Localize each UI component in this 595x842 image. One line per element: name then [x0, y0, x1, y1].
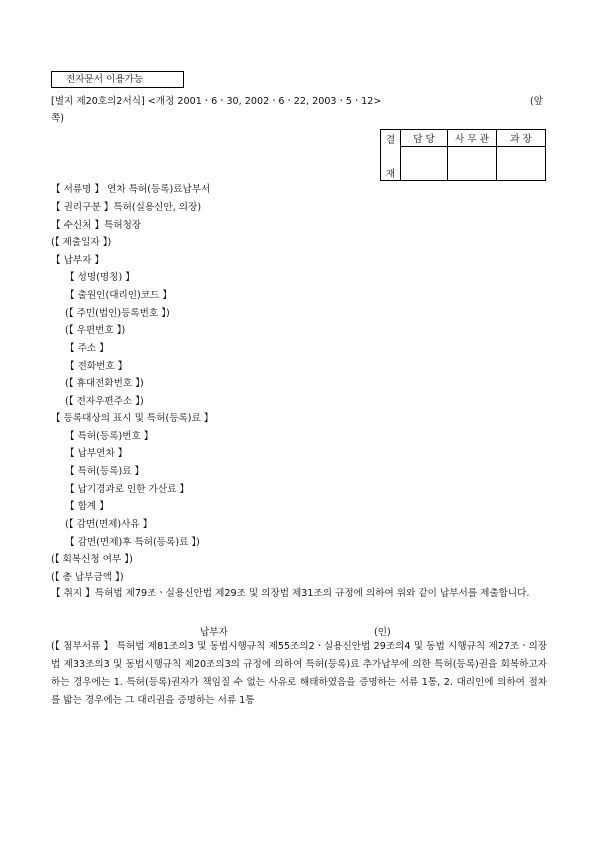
approval-sign-staff	[401, 147, 448, 181]
field-payer: 【 납부자 】	[51, 255, 105, 266]
field-address: 【 주소 】	[65, 343, 109, 354]
field-recipient: 【 수신처 】특허청장	[51, 220, 142, 231]
field-total-amount: (【 총 납부금액 】)	[51, 572, 124, 583]
approval-header-officer: 사 무 관	[448, 130, 497, 147]
approval-label-bottom: 재	[385, 169, 396, 180]
field-recovery-request: (【 회복신청 여부 】)	[51, 554, 133, 565]
field-patent-number: 【 특허(등록)번호 】	[65, 431, 154, 442]
signature-seal: (인)	[374, 627, 391, 638]
field-registration-target: 【 등록대상의 표시 및 특허(등록)료 】	[51, 413, 214, 424]
form-id-line: [별지 제20호의2서식] <개정 2001ㆍ6ㆍ30, 2002ㆍ6ㆍ22, 2003ㆍ5ㆍ12>	[51, 96, 382, 107]
field-patent-fee: 【 특허(등록)료 】	[65, 466, 145, 477]
field-email: (【 전자우편주소 】)	[65, 396, 144, 407]
field-late-surcharge: 【 납기경과로 인한 가산료 】	[65, 484, 190, 495]
field-applicant-code: 【 출원인(대리인)코드 】	[65, 290, 172, 301]
field-postal-code: (【 우편번호 】)	[65, 325, 126, 336]
attachment-paragraph: (【 첨부서류 】 특허법 제81조의3 및 동법시행규칙 제55조의2ㆍ실용신안법 29조의4 및 동법 시행규칙 제27조ㆍ의장법 제33조의3 및 동법시행규칙 제20조의3의 규정에 의하여 특허(등록)료 추가납부에 의한 특허(등록)권을 회복하고자 하는 경우에는 1. 특허(등록)권자가 책임질 수 없는 사유로 해태하였음을 증명하는 서류 1통, 2. 대리인에 의하여 절차를 밟는 경우에는 그 대리권을 증명하는 서류 1통	[51, 641, 547, 706]
approval-sign-director	[497, 147, 546, 181]
field-reduced-fee: 【 감면(면제)후 특허(등록)료 】)	[65, 537, 200, 548]
field-payer-name: 【 성명(명칭) 】	[65, 272, 135, 283]
field-reduction-reason: (【 감면(면제)사유 】	[65, 519, 153, 530]
field-phone: 【 전화번호 】	[65, 361, 128, 372]
field-document-name: 【 서류명 】 연차 특허(등록)료납부서	[51, 184, 211, 195]
signature-label: 납부자	[200, 627, 228, 638]
page-side-label-cont: 쪽)	[51, 113, 65, 124]
approval-header-staff: 담 당	[401, 130, 448, 147]
field-right-type: 【 권리구분 】특허(실용신안, 의장)	[51, 202, 202, 213]
field-submission-date: (【 제출일자 】)	[51, 237, 112, 248]
approval-label-top: 결	[385, 135, 396, 146]
approval-label-cell	[381, 130, 401, 181]
electronic-document-badge: 전자문서 이용가능	[51, 71, 184, 88]
field-total: 【 합계 】	[65, 501, 109, 512]
purpose-paragraph: 【 취지 】특허법 제79조ㆍ실용신안법 제29조 및 의장법 제31조의 규정에 의하여 위와 같이 납부서를 제출합니다.	[51, 588, 530, 599]
field-payment-year: 【 납부연차 】	[65, 448, 128, 459]
approval-stamp-table	[380, 129, 546, 181]
approval-sign-officer	[448, 147, 497, 181]
approval-header-director: 과 장	[497, 130, 546, 147]
page-side-label: (앞	[530, 96, 544, 107]
field-mobile-phone: (【 휴대전화번호 】)	[65, 378, 144, 389]
field-registration-number: (【 주민(법인)등록번호 】)	[65, 308, 170, 319]
